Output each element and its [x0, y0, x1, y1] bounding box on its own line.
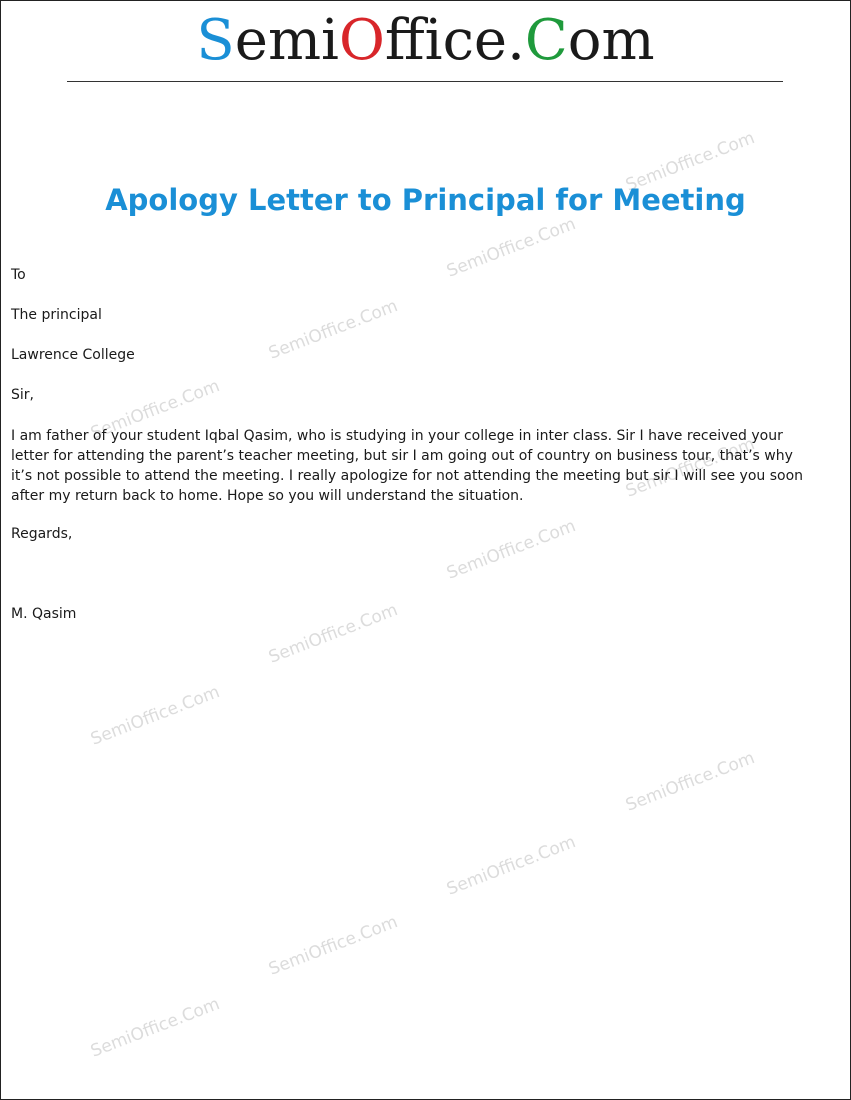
header-divider [67, 81, 783, 82]
body-line: letter for attending the parent’s teacher meeting, but sir I am going out of country on business tour, that’s why [11, 448, 793, 464]
logo-letter-o: O [338, 8, 385, 73]
watermark: SemiOffice.Com [444, 516, 579, 584]
watermark: SemiOffice.Com [266, 600, 401, 668]
watermark: SemiOffice.Com [623, 748, 758, 816]
logo-letter-c: C [524, 8, 568, 73]
watermark: SemiOffice.Com [266, 912, 401, 980]
logo-text-emi: emi [234, 8, 339, 73]
watermark: SemiOffice.Com [88, 682, 223, 750]
address-institution: Lawrence College [11, 347, 135, 363]
watermark: SemiOffice.Com [266, 296, 401, 364]
salutation: Sir, [11, 387, 34, 403]
watermark: SemiOffice.Com [444, 832, 579, 900]
body-line: I am father of your student Iqbal Qasim, who is studying in your college in inter class. Sir I have received your [11, 428, 783, 444]
address-recipient: The principal [11, 307, 102, 323]
body-line: after my return back to home. Hope so you will understand the situation. [11, 488, 524, 504]
address-to: To [11, 267, 26, 283]
page-title: Apology Letter to Principal for Meeting [105, 183, 746, 217]
signature: M. Qasim [11, 606, 77, 622]
watermark: SemiOffice.Com [444, 214, 579, 282]
watermark: SemiOffice.Com [88, 994, 223, 1062]
letter-body [11, 426, 841, 506]
logo-letter-s: S [196, 8, 235, 73]
site-logo [1, 7, 850, 75]
watermark: SemiOffice.Com [88, 376, 223, 444]
logo-text-ffice: ffice. [384, 8, 525, 73]
watermark: SemiOffice.Com [623, 434, 758, 502]
closing: Regards, [11, 526, 73, 542]
body-line: it’s not possible to attend the meeting. I really apologize for not attending the meeting but sir I will see you soon [11, 468, 804, 484]
watermark: SemiOffice.Com [623, 128, 758, 196]
logo-text-om: om [567, 8, 655, 73]
